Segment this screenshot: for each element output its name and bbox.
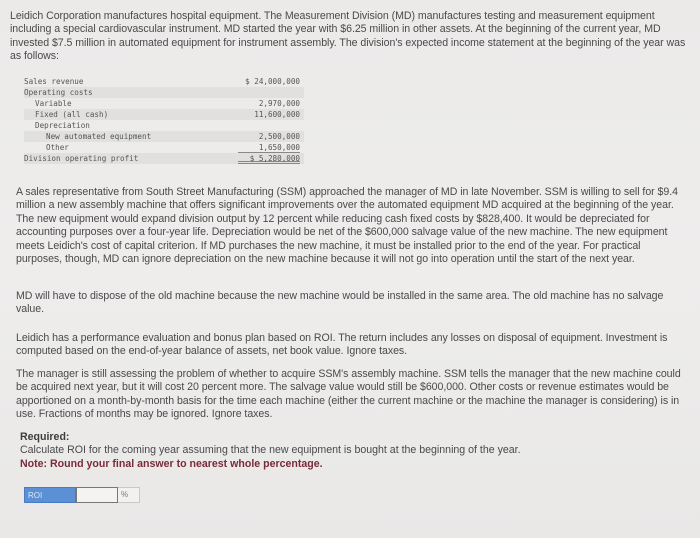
stmt-label: Operating costs [24, 88, 93, 97]
required-heading: Required: [20, 431, 70, 443]
stmt-row-depreciation [24, 120, 304, 131]
stmt-label: Fixed (all cash) [35, 110, 109, 119]
stmt-value: 11,600,000 [254, 110, 300, 119]
stmt-row-operating-costs [24, 87, 304, 98]
stmt-value: 1,650,000 [238, 142, 300, 153]
roi-input[interactable] [76, 487, 118, 503]
stmt-row-other [24, 142, 304, 153]
stmt-label: Depreciation [35, 121, 90, 130]
stmt-value: 2,500,000 [258, 132, 300, 141]
income-statement-table [24, 76, 304, 164]
stmt-row-fixed [24, 109, 304, 120]
stmt-label: Other [46, 143, 69, 152]
stmt-label: Sales revenue [24, 77, 84, 86]
stmt-label: Variable [35, 99, 72, 108]
stmt-label: New automated equipment [46, 132, 152, 141]
stmt-value: $ 24,000,000 [245, 77, 300, 86]
manager-assessment-paragraph: The manager is still assessing the problem of whether to acquire SSM's assembly machine. SSM tells the manager that the new machine could be acquired next year, but it will cost 20 percent more. The salvage value would still be $600,000. Other costs or revenue estimates would be apportioned on a month-by-month basis for the time each machine (either the current machine or the machine the manager is considering) is in use. Fractions of months may be ignored. Ignore taxes. [16, 368, 681, 421]
stmt-label: Division operating profit [24, 154, 139, 163]
ssm-offer-paragraph: A sales representative from South Street Manufacturing (SSM) approached the manager of MD in late November. SSM is willing to sell for $9.4 million a new assembly machine that offers significant improvements over the automated equipment MD acquired at the beginning of the year. The new equipment would expand division output by 12 percent while reducing cash fixed costs by $828,400. It would be depreciated for accounting purposes over a four-year life. Depreciation would be net of the $600,000 salvage value of the new machine. The new equipment meets Leidich's cost of capital criterion. If MD purchases the new machine, it must be installed prior to the end of the year. For practical purposes, though, MD can ignore depreciation on the new machine because it will not go into operation until the start of the next year. [16, 186, 678, 266]
required-section [20, 431, 680, 471]
stmt-value [238, 120, 300, 131]
stmt-value: $ 5,280,000 [238, 153, 300, 164]
bonus-plan-paragraph: Leidich has a performance evaluation and bonus plan based on ROI. The return includes any losses on disposal of equipment. Investment is computed based on the end-of-year balance of assets, net book value. Ignore taxes. [16, 332, 668, 358]
rounding-note: Note: Round your final answer to nearest whole percentage. [20, 457, 323, 470]
stmt-row-new-automated-equipment [24, 131, 304, 142]
stmt-value: 2,970,000 [258, 99, 300, 108]
stmt-row-division-operating-profit [24, 153, 304, 164]
stmt-row-sales-revenue [24, 76, 304, 87]
intro-paragraph: Leidich Corporation manufactures hospital equipment. The Measurement Division (MD) manufactures testing and measurement equipment including a special cardiovascular instrument. MD started the year with $6.25 million in other assets. At the beginning of the current year, MD invested $7.5 million in automated equipment for instrument assembly. The division's expected income statement at the beginning of the year was as follows: [10, 10, 686, 63]
required-instruction: Calculate ROI for the coming year assuming that the new equipment is bought at the beginning of the year. [20, 444, 521, 457]
stmt-row-variable [24, 98, 304, 109]
percent-unit-label: % [118, 487, 140, 503]
roi-answer-row [24, 487, 140, 503]
disposal-paragraph: MD will have to dispose of the old machine because the new machine would be installed in the same area. The old machine has no salvage value. [16, 290, 664, 316]
stmt-value [238, 87, 300, 98]
roi-label: ROI [24, 487, 76, 503]
